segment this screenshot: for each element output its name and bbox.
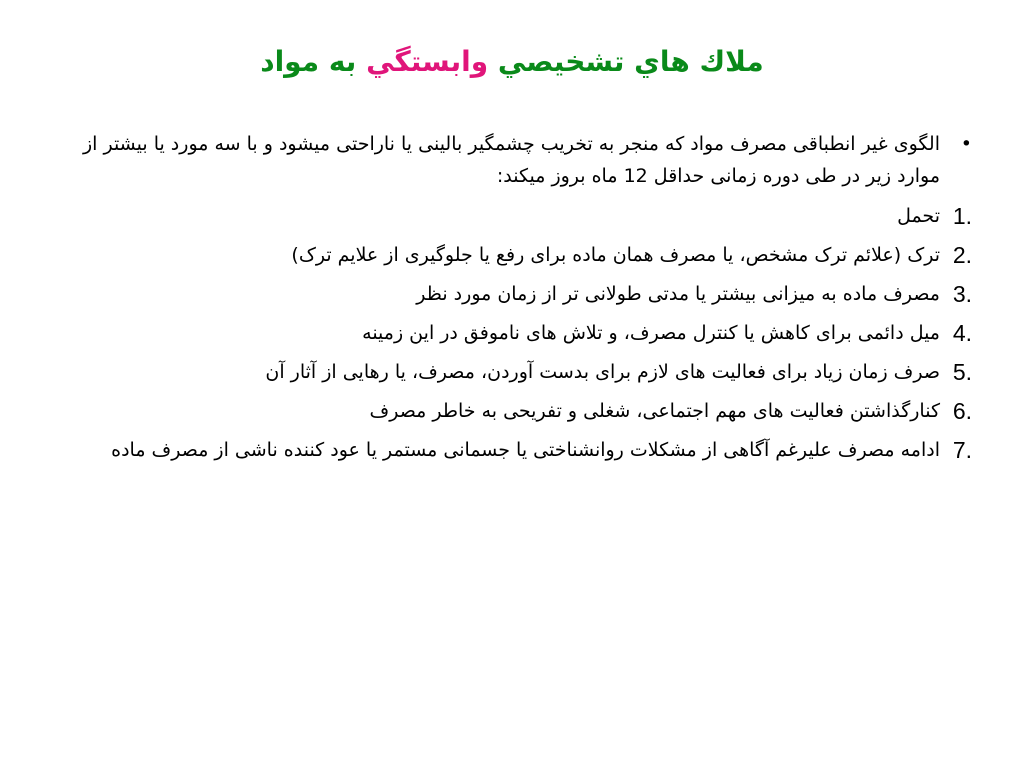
list-item-text: صرف زمان زیاد برای فعالیت های لازم برای بدست آوردن، مصرف، یا رهایی از آثار آن	[265, 361, 940, 383]
list-number: 5.	[952, 359, 972, 385]
list-number: 4.	[952, 320, 972, 346]
list-item-7	[52, 434, 972, 466]
list-number: 1.	[952, 203, 972, 229]
intro-text: الگوی غیر انطباقی مصرف مواد که منجر به تخریب چشمگیر بالینی یا ناراحتی میشود و با سه مورد یا بیشتر از موارد زیر در طی دوره زمانی حداقل 12 ماه بروز میکند:	[82, 133, 940, 187]
list-number: 7.	[952, 437, 972, 463]
title-part-3: به مواد	[260, 45, 357, 78]
title-part-2: وابستگي	[366, 45, 489, 78]
list-item-1	[52, 200, 972, 232]
list-item-2	[52, 239, 972, 271]
list-item-6	[52, 395, 972, 427]
list-item-4	[52, 317, 972, 349]
title-part-1: ملاك هاي تشخيصي	[497, 45, 764, 78]
list-item-text: کنارگذاشتن فعالیت های مهم اجتماعی، شغلی و تفریحی به خاطر مصرف	[369, 400, 940, 422]
intro-paragraph	[52, 128, 972, 192]
bullet-icon: •	[960, 133, 972, 155]
list-item-text: مصرف ماده به میزانی بیشتر یا مدتی طولانی تر از زمان مورد نظر	[416, 283, 940, 305]
list-item-text: تحمل	[897, 205, 940, 227]
list-item-text: ترک (علائم ترک مشخص، یا مصرف همان ماده برای رفع یا جلوگیری از علایم ترک)	[291, 244, 940, 266]
slide-title	[0, 40, 1024, 84]
list-item-3	[52, 278, 972, 310]
list-number: 6.	[952, 398, 972, 424]
list-number: 3.	[952, 281, 972, 307]
list-item-5	[52, 356, 972, 388]
list-item-text: ادامه مصرف علیرغم آگاهی از مشکلات روانشناختی یا جسمانی مستمر یا عود کننده ناشی از مصرف ماده	[111, 439, 940, 461]
list-item-text: میل دائمی برای کاهش یا کنترل مصرف، و تلاش های ناموفق در این زمینه	[362, 322, 940, 344]
slide-body	[52, 128, 972, 473]
list-number: 2.	[952, 242, 972, 268]
